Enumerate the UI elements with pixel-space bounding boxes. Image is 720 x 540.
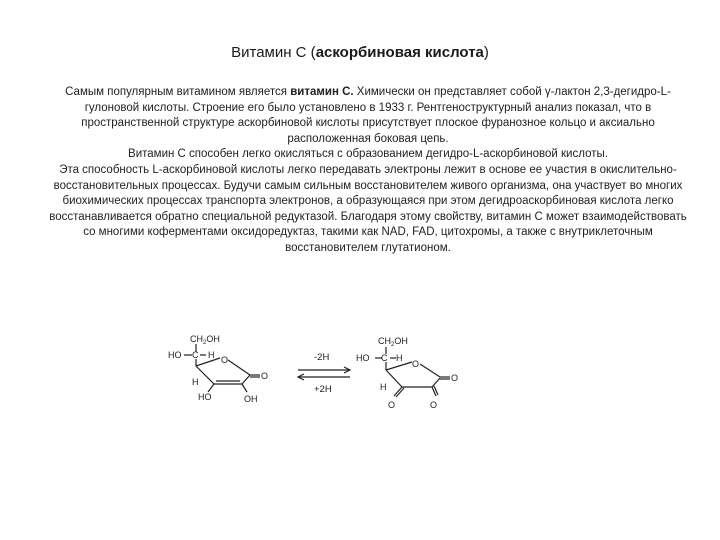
right-bond-c2-c1 <box>432 378 440 387</box>
left-bond-oh-2 <box>242 384 247 392</box>
body-text <box>48 85 688 257</box>
right-h-top: H <box>396 353 403 363</box>
left-c: C <box>192 350 199 360</box>
left-bond-o-c1 <box>228 360 250 375</box>
right-ho: HO <box>356 353 370 363</box>
right-o-bottom-1: O <box>388 400 396 410</box>
arrow-forward-label: -2H <box>314 352 330 363</box>
right-o-carbonyl: O <box>451 373 459 383</box>
left-bond-c4-c3 <box>196 366 214 384</box>
left-bond-c2-c1 <box>242 375 250 384</box>
title-suffix: ) <box>483 44 489 61</box>
right-c: C <box>381 353 388 363</box>
paragraph-3: Эта способность L-аскорбиновой кислоты легко передавать электроны лежит в основе ее участия в окислительно-восстановительных процессах. Будучи самым сильным восстановителем живого организма, она участвует во многих биохимических процессах транспорта электронов, а образующаяся при этом дегидроаскорбиновая кислота легко восстанавливается обратно специальной редуктазой. Благодаря этому свойству, витамин С может взаимодействовать со многими коферментами оксидоредуктаз, такими как NAD, FAD, цитохромы, а также с внутриклеточным восстановителем глутатионом. <box>49 163 687 254</box>
page-title <box>0 44 720 62</box>
paragraph-1 <box>48 85 688 147</box>
right-ch2oh: $CH_2OH$ <box>378 336 408 348</box>
right-h-bottom: H <box>380 382 387 392</box>
title-prefix: Витамин С ( <box>231 44 316 61</box>
left-h-bottom: H <box>192 377 199 387</box>
left-ho: HO <box>168 350 182 360</box>
left-o-carbonyl: O <box>261 371 269 381</box>
arrow-back-label: +2H <box>314 384 332 395</box>
reaction-scheme <box>150 330 470 415</box>
right-bond-ring-o <box>386 362 412 370</box>
right-o-bottom-2: O <box>430 400 438 410</box>
left-oh-bottom: OH <box>244 394 258 404</box>
left-ch2oh: $CH_2OH$ <box>190 334 220 346</box>
right-o-ring: O <box>412 359 420 369</box>
paragraph-1-part-1: Самым популярным витамином является <box>65 86 291 98</box>
title-bold: аскорбиновая кислота <box>315 44 484 61</box>
left-h-top: H <box>208 350 215 360</box>
reaction-scheme-drawing <box>150 330 470 415</box>
paragraph-2: Витамин С способен легко окисляться с образованием дегидро-L-аскорбиновой кислоты. <box>128 148 608 161</box>
right-bond-o-c1 <box>420 364 440 377</box>
left-bond-oh-1 <box>208 384 214 392</box>
paragraph-1-bold: витамин С. <box>290 86 354 98</box>
right-bond-c4-c3 <box>386 370 402 387</box>
paragraph-1-part-2: Химически он представляет собой γ-лактон 2,3-дегидро-L-гулоновой кислоты. Строение его было установлено в 1933 г. Рентгеноструктурный анализ показал, что в пространственной структуре аскорбиновой кислоты присутствует плоское фуранозное кольцо и аксиально расположенная боковая цепь. <box>81 86 671 145</box>
left-ho-bottom: HO <box>198 392 212 402</box>
left-o-ring: O <box>221 355 229 365</box>
